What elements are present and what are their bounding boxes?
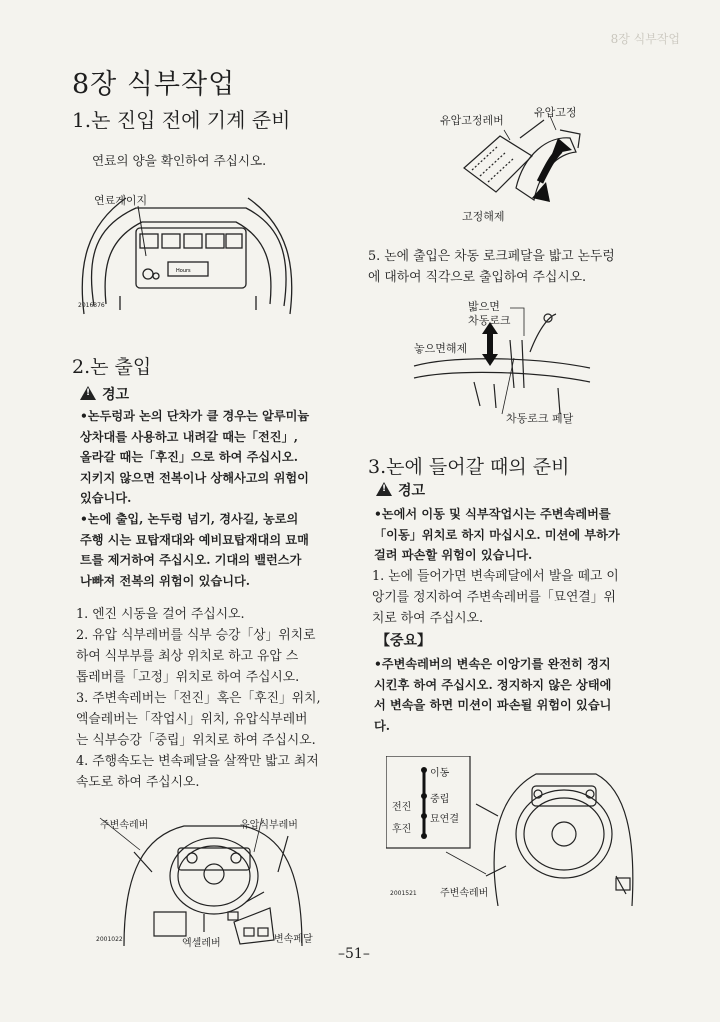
diff-lock-label: 차동로크 — [468, 314, 511, 327]
step-line: 는 식부승강「중립」위치로 하여 주십시오. — [76, 733, 316, 748]
step-line: 1. 엔진 시동을 걸어 주십시오. — [76, 607, 245, 622]
step-line: 톱레버를「고정」위치로 하여 주십시오. — [76, 670, 300, 685]
bullet-line: 있습니다. — [80, 491, 132, 505]
step-line: 속도로 하여 주십시오. — [76, 775, 200, 790]
move-position-label: 이동 — [430, 768, 450, 779]
fuel-gauge-label: 연료게이지 — [94, 194, 148, 207]
section-2-warning — [80, 384, 129, 404]
warning-icon — [80, 386, 96, 400]
main-shift-lever-label: 주변속레버 — [440, 888, 489, 899]
section-2-bullet-1 — [80, 406, 309, 509]
section-3-title: 3.논에 들어갈 때의 준비 — [368, 456, 570, 478]
fuel-gauge-figure — [76, 186, 298, 316]
step-line: 엑슬레버는「작업시」위치, 유압식부레버 — [76, 712, 308, 727]
neutral-position-label: 중립 — [430, 794, 450, 805]
section-3-bullet — [374, 504, 620, 566]
levers-figure — [94, 812, 326, 949]
bullet-line: •논에 출입, 논두렁 넘기, 경사길, 농로의 — [80, 512, 299, 526]
main-shift-lever-label: 주변속레버 — [100, 820, 149, 831]
bullet-line: •논두렁과 논의 단차가 클 경우는 알루미늄 — [80, 409, 310, 423]
svg-text:Hours: Hours — [176, 268, 191, 274]
bullet-line: •논에서 이동 및 식부작업시는 주변속레버를 — [374, 507, 611, 521]
gear-pattern-figure — [386, 756, 638, 906]
section-1-text: 연료의 양을 확인하여 주십시오. — [92, 153, 267, 168]
diff-lock-pedal-label: 차동로크 페달 — [506, 412, 574, 425]
shift-pattern-drawing — [386, 756, 638, 906]
bullet-line: 서 변속을 하면 미션이 파손될 위험이 있습니 — [374, 698, 612, 712]
bullet-line: 지키지 않으면 전복이나 상해사고의 위험이 — [80, 470, 309, 485]
hydraulic-lever-label: 유압식부레버 — [240, 820, 298, 831]
step-line: 5. 논에 출입은 차동 로크페달을 밟고 논두렁 — [368, 249, 615, 264]
step-line: 1. 논에 들어가면 변속페달에서 발을 떼고 이 — [372, 569, 619, 584]
step-line: 2. 유압 식부레버를 식부 승강「상」위치로 — [76, 628, 316, 643]
step-line: 하여 식부부를 최상 위치로 하고 유압 스 — [76, 649, 299, 664]
bullet-line: 올라갈 때는「후진」으로 하여 주십시오. — [80, 450, 298, 464]
steering-drawing — [94, 812, 326, 946]
important-label: 【중요】 — [376, 633, 432, 649]
figure-code: 2016376 — [78, 302, 105, 309]
shift-pedal-label: 변속페달 — [274, 934, 313, 945]
lock-release-label: 고정해제 — [462, 210, 505, 223]
bullet-line: 트를 제거하여 주십시오. 기대의 밸런스가 — [80, 553, 302, 567]
step-5 — [368, 246, 615, 288]
step-line: 4. 주행속도는 변속페달을 살짝만 밟고 최저 — [76, 754, 319, 769]
forward-position-label: 전진 — [392, 802, 412, 813]
bullet-line: 「이동」위치로 하지 마십시오. 미션에 부하가 — [374, 527, 620, 542]
warning-label: 경고 — [102, 387, 130, 403]
bleed-through-header: 8장 식부작업 — [610, 32, 680, 46]
page-number: –51– — [338, 946, 370, 962]
hydraulic-lock-figure — [440, 108, 590, 226]
seedling-position-label: 묘연결 — [430, 814, 459, 825]
important-bullet — [374, 654, 611, 736]
release-label: 놓으면해제 — [414, 342, 468, 355]
diff-lock-figure — [410, 296, 600, 426]
step-line: 앙기를 정지하여 주변속레버를「묘연결」위 — [372, 590, 616, 605]
step-line: 3. 주변속레버는「전진」혹은「후진」위치, — [76, 691, 321, 706]
section-2-steps — [76, 604, 321, 793]
section-2-bullet-2 — [80, 509, 309, 591]
bullet-line: 주행 시는 묘탑재대와 예비묘탑재대의 묘매 — [80, 532, 309, 547]
bullet-line: •주변속레버의 변속은 이앙기를 완전히 정지 — [374, 657, 611, 671]
section-3-warning — [376, 480, 425, 500]
bullet-line: 시킨후 하여 주십시오. 정지하지 않은 상태에 — [374, 677, 612, 692]
section-1-title: 1.논 진입 전에 기계 준비 — [72, 108, 291, 132]
bullet-line: 상차대를 사용하고 내려갈 때는「전진」, — [80, 429, 298, 444]
step-line: 치로 하여 주십시오. — [372, 611, 484, 626]
hydraulic-lock-label: 유압고정 — [534, 106, 577, 119]
bullet-line: 다. — [374, 718, 391, 733]
section-3-step-1 — [372, 566, 619, 629]
step-line: 에 대하여 직각으로 출입하여 주십시오. — [368, 270, 587, 285]
section-2-title: 2.논 출입 — [72, 356, 152, 378]
warning-icon — [376, 482, 392, 496]
hydraulic-lock-lever-label: 유압고정레버 — [440, 114, 504, 127]
bullet-line: 나빠져 전복의 위험이 있습니다. — [80, 573, 251, 588]
figure-code: 2001521 — [390, 890, 417, 897]
figure-code: 2001022 — [96, 936, 123, 943]
bullet-line: 걸려 파손할 위험이 있습니다. — [374, 548, 533, 562]
warning-label: 경고 — [398, 483, 426, 499]
press-label: 밟으면 — [468, 300, 500, 313]
reverse-position-label: 후진 — [392, 824, 412, 835]
axle-lever-label: 엑셀레버 — [182, 938, 221, 949]
chapter-title: 8장 식부작업 — [72, 69, 236, 100]
